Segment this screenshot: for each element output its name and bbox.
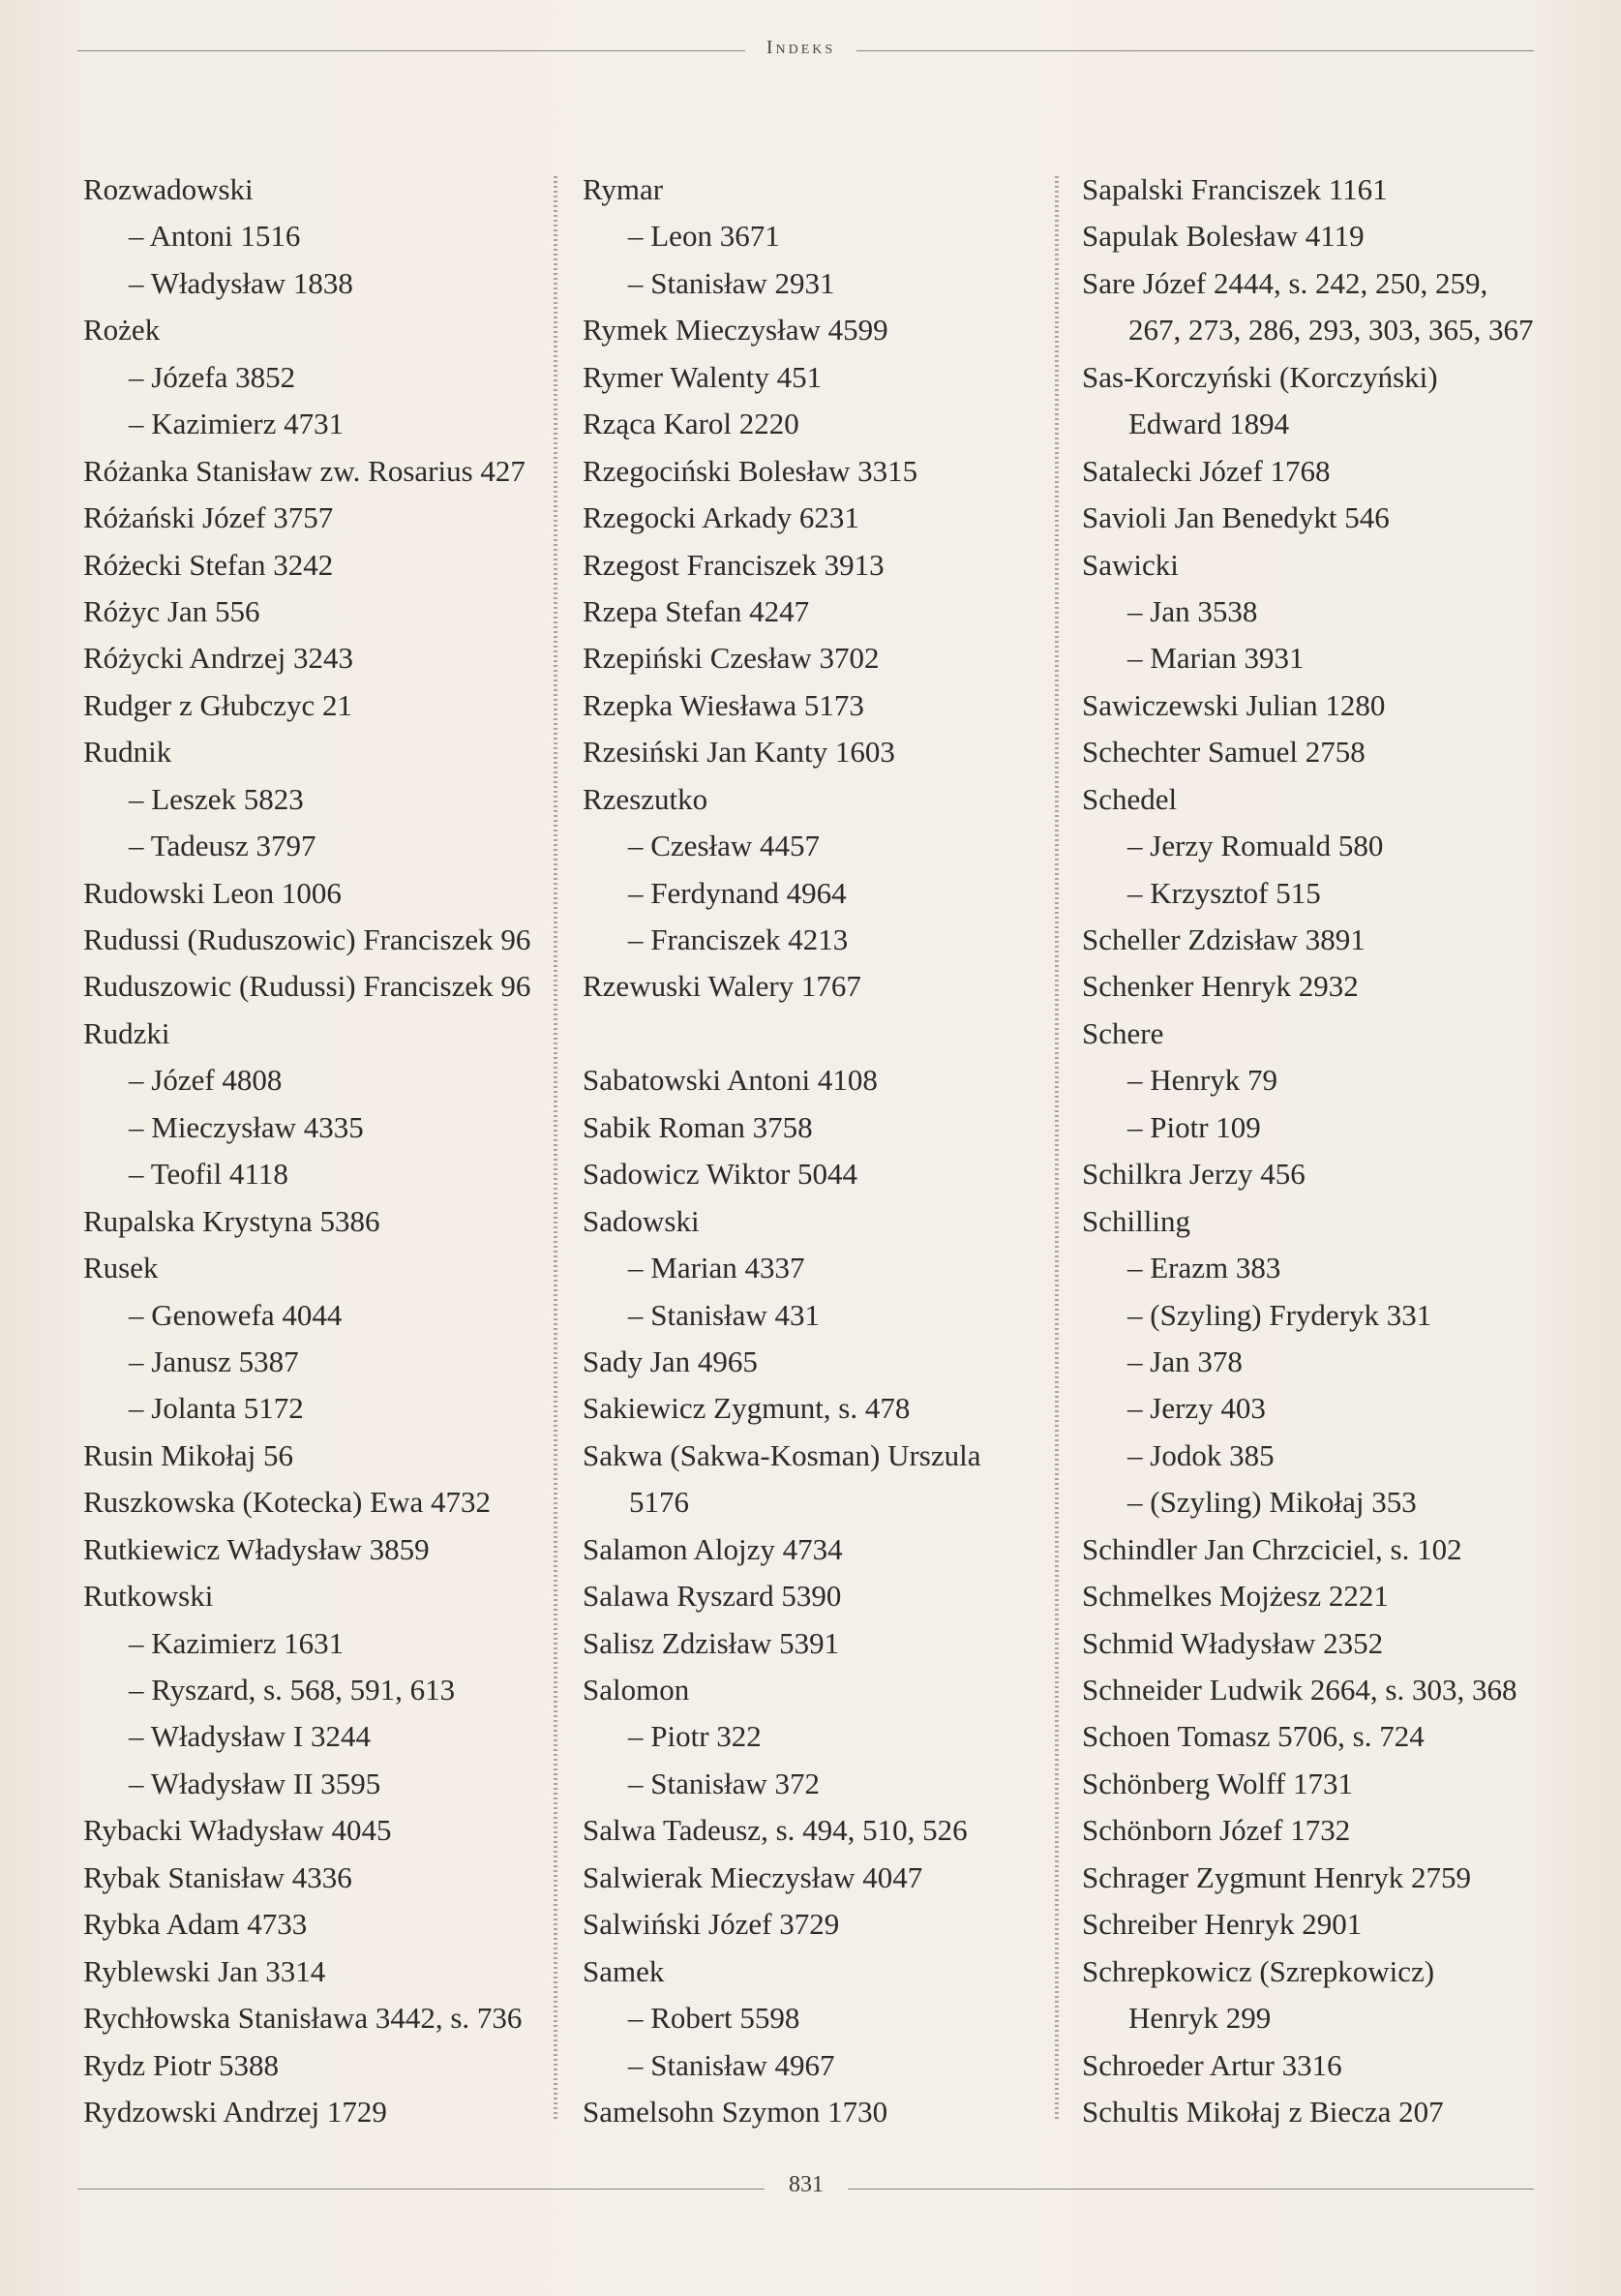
index-entry: Schmelkes Mojżesz 2221 [1082, 1579, 1389, 1614]
index-entry: Rzepka Wiesława 5173 [583, 687, 864, 722]
index-entry: Różycki Andrzej 3243 [83, 641, 353, 676]
index-entry: Sakiewicz Zygmunt, s. 478 [583, 1391, 911, 1426]
index-entry: Schedel [1082, 781, 1178, 816]
index-subentry: – Ryszard, s. 568, 591, 613 [129, 1673, 456, 1707]
index-entry: Rydz Piotr 5388 [83, 2047, 279, 2082]
index-entry: Rymer Walenty 451 [583, 359, 823, 394]
index-entry: Rudnik [83, 735, 172, 770]
index-column-2 [583, 166, 1066, 2135]
index-entry: Rzepa Stefan 4247 [583, 593, 810, 628]
index-subentry: – Kazimierz 4731 [129, 407, 345, 441]
index-entry: Rzeszutko [583, 781, 708, 816]
index-subentry: – Jolanta 5172 [129, 1391, 304, 1426]
section-gap [583, 1011, 1066, 1057]
index-subentry: – Stanisław 431 [628, 1297, 821, 1332]
index-subentry: – Kazimierz 1631 [129, 1625, 345, 1660]
index-entry: Rychłowska Stanisława 3442, s. 736 [83, 2001, 523, 2036]
index-subentry: – Janusz 5387 [129, 1344, 299, 1378]
index-entry: Salomon [583, 1673, 690, 1707]
index-entry: Różanka Stanisław zw. Rosarius 427 [83, 453, 525, 488]
index-entry: Schultis Mikołaj z Biecza 207 [1082, 2094, 1444, 2129]
index-subentry: – (Szyling) Mikołaj 353 [1127, 1485, 1417, 1520]
page-number: 831 [789, 2172, 824, 2197]
footer-rule-right [848, 2189, 1534, 2190]
index-subentry: – Stanisław 372 [628, 1766, 821, 1800]
index-entry: Rozwadowski [83, 172, 254, 206]
index-entry: Schenker Henryk 2932 [1082, 969, 1359, 1004]
index-entry-continuation: Edward 1894 [1128, 407, 1290, 441]
index-entry: Rudowski Leon 1006 [83, 875, 342, 910]
index-entry: Rzewuski Walery 1767 [583, 969, 861, 1004]
index-subentry: – Marian 3931 [1127, 641, 1305, 676]
index-entry: Rymek Mieczysław 4599 [583, 313, 888, 347]
index-subentry: – Władysław I 3244 [129, 1719, 371, 1754]
index-entry: Sapalski Franciszek 1161 [1082, 172, 1388, 206]
index-entry: Sadowicz Wiktor 5044 [583, 1157, 858, 1192]
index-entry: Salamon Alojzy 4734 [583, 1531, 843, 1566]
index-entry: Rybak Stanisław 4336 [83, 1859, 352, 1894]
column-divider-2 [1055, 176, 1059, 2122]
index-entry: Sabatowski Antoni 4108 [583, 1063, 878, 1098]
index-entry: Samelsohn Szymon 1730 [583, 2094, 888, 2129]
index-entry: Rybka Adam 4733 [83, 1907, 308, 1942]
index-entry: Schmid Władysław 2352 [1082, 1625, 1384, 1660]
column-divider-1 [554, 176, 557, 2122]
index-entry: Schönborn Józef 1732 [1082, 1813, 1351, 1848]
index-entry: Rupalska Krystyna 5386 [83, 1203, 380, 1238]
index-entry: Schrager Zygmunt Henryk 2759 [1082, 1859, 1472, 1894]
index-column-1 [83, 166, 567, 2135]
index-entry: Rząca Karol 2220 [583, 407, 799, 441]
running-header [77, 33, 1534, 68]
index-entry: Schoen Tomasz 5706, s. 724 [1082, 1719, 1425, 1754]
index-subentry: – Jan 3538 [1127, 593, 1258, 628]
index-entry: Samek [583, 1953, 665, 1988]
index-entry: Sas-Korczyński (Korczyński) [1082, 359, 1438, 394]
index-subentry: – Robert 5598 [628, 2001, 800, 2036]
index-entry: Ryblewski Jan 3314 [83, 1953, 326, 1988]
index-entry: Sapulak Bolesław 4119 [1082, 219, 1365, 254]
index-entry: Ruduszowic (Rudussi) Franciszek 96 [83, 969, 531, 1004]
index-entry: Rydzowski Andrzej 1729 [83, 2094, 387, 2129]
index-subentry: – Leszek 5823 [129, 781, 304, 816]
index-entry-continuation: Henryk 299 [1128, 2001, 1272, 2036]
index-entry: Schilkra Jerzy 456 [1082, 1157, 1306, 1192]
index-entry: Rusek [83, 1251, 159, 1285]
index-subentry: – Czesław 4457 [628, 829, 821, 863]
index-entry: Schroeder Artur 3316 [1082, 2047, 1342, 2082]
index-subentry: – Józef 4808 [129, 1063, 283, 1098]
index-entry: Rzegost Franciszek 3913 [583, 547, 885, 582]
index-entry: Rudger z Głubczyc 21 [83, 687, 353, 722]
index-subentry: – Józefa 3852 [129, 359, 296, 394]
index-subentry: – Antoni 1516 [129, 219, 301, 254]
header-rule-left [77, 50, 745, 51]
index-subentry: – Teofil 4118 [129, 1157, 288, 1192]
index-entry: Sabik Roman 3758 [583, 1109, 813, 1144]
index-entry: Rzepiński Czesław 3702 [583, 641, 880, 676]
index-entry: Salisz Zdzisław 5391 [583, 1625, 840, 1660]
index-subentry: – Stanisław 4967 [628, 2047, 835, 2082]
index-entry: Sakwa (Sakwa-Kosman) Urszula [583, 1437, 981, 1472]
index-subentry: – Leon 3671 [628, 219, 780, 254]
index-subentry: – Stanisław 2931 [628, 265, 835, 300]
index-entry: Scheller Zdzisław 3891 [1082, 922, 1366, 956]
index-entry: Rybacki Władysław 4045 [83, 1813, 392, 1848]
index-entry: Rusin Mikołaj 56 [83, 1437, 294, 1472]
index-subentry: – Władysław 1838 [129, 265, 353, 300]
page-footer [77, 2168, 1534, 2203]
index-entry: Rymar [583, 172, 664, 206]
index-subentry: – Jerzy Romuald 580 [1127, 829, 1384, 863]
index-entry: Rutkiewicz Władysław 3859 [83, 1531, 430, 1566]
index-subentry: – Henryk 79 [1127, 1063, 1277, 1098]
header-title: Indeks [765, 37, 836, 58]
index-entry: Schechter Samuel 2758 [1082, 735, 1366, 770]
index-subentry: – Marian 4337 [628, 1251, 805, 1285]
index-entry: Rzesiński Jan Kanty 1603 [583, 735, 895, 770]
index-entry: Ruszkowska (Kotecka) Ewa 4732 [83, 1485, 491, 1520]
index-subentry: – Piotr 322 [628, 1719, 762, 1754]
index-subentry: – Krzysztof 515 [1127, 875, 1321, 910]
index-entry: Schere [1082, 1015, 1164, 1050]
index-entry: Różecki Stefan 3242 [83, 547, 334, 582]
index-entry: Rutkowski [83, 1579, 214, 1614]
index-entry: Salwiński Józef 3729 [583, 1907, 840, 1942]
index-entry: Satalecki Józef 1768 [1082, 453, 1331, 488]
index-entry-continuation: 267, 273, 286, 293, 303, 365, 367 [1128, 313, 1534, 347]
index-entry: Rzegocki Arkady 6231 [583, 500, 859, 535]
index-subentry: – Genowefa 4044 [129, 1297, 343, 1332]
index-subentry: – Władysław II 3595 [129, 1766, 381, 1800]
index-entry: Savioli Jan Benedykt 546 [1082, 500, 1390, 535]
index-subentry: – Piotr 109 [1127, 1109, 1261, 1144]
header-rule-right [856, 50, 1534, 51]
index-entry: Sawicki [1082, 547, 1179, 582]
index-subentry: – Ferdynand 4964 [628, 875, 847, 910]
footer-rule-left [77, 2189, 765, 2190]
index-entry-continuation: 5176 [629, 1485, 689, 1520]
index-column-3 [1082, 166, 1566, 2135]
index-entry: Salwierak Mieczysław 4047 [583, 1859, 923, 1894]
index-entry: Schilling [1082, 1203, 1190, 1238]
index-subentry: – Erazm 383 [1127, 1251, 1281, 1285]
index-subentry: – Tadeusz 3797 [129, 829, 316, 863]
index-entry: Sare Józef 2444, s. 242, 250, 259, [1082, 265, 1488, 300]
index-entry: Rożek [83, 313, 161, 347]
index-subentry: – (Szyling) Fryderyk 331 [1127, 1297, 1432, 1332]
index-entry: Sawiczewski Julian 1280 [1082, 687, 1386, 722]
index-entry: Schrepkowicz (Szrepkowicz) [1082, 1953, 1435, 1988]
index-entry: Schreiber Henryk 2901 [1082, 1907, 1363, 1942]
index-entry: Schönberg Wolff 1731 [1082, 1766, 1353, 1800]
index-subentry: – Franciszek 4213 [628, 922, 849, 956]
index-entry: Salawa Ryszard 5390 [583, 1579, 842, 1614]
index-entry: Rudussi (Ruduszowic) Franciszek 96 [83, 922, 531, 956]
index-entry: Schneider Ludwik 2664, s. 303, 368 [1082, 1673, 1517, 1707]
index-entry: Sadowski [583, 1203, 700, 1238]
index-subentry: – Mieczysław 4335 [129, 1109, 364, 1144]
index-subentry: – Jodok 385 [1127, 1437, 1275, 1472]
index-entry: Salwa Tadeusz, s. 494, 510, 526 [583, 1813, 968, 1848]
index-entry: Rudzki [83, 1015, 170, 1050]
index-entry: Rzegociński Bolesław 3315 [583, 453, 918, 488]
index-subentry: – Jerzy 403 [1127, 1391, 1266, 1426]
index-subentry: – Jan 378 [1127, 1344, 1243, 1378]
index-entry: Sady Jan 4965 [583, 1344, 758, 1378]
index-entry: Różyc Jan 556 [83, 593, 260, 628]
index-entry: Różański Józef 3757 [83, 500, 334, 535]
index-entry: Schindler Jan Chrzciciel, s. 102 [1082, 1531, 1462, 1566]
